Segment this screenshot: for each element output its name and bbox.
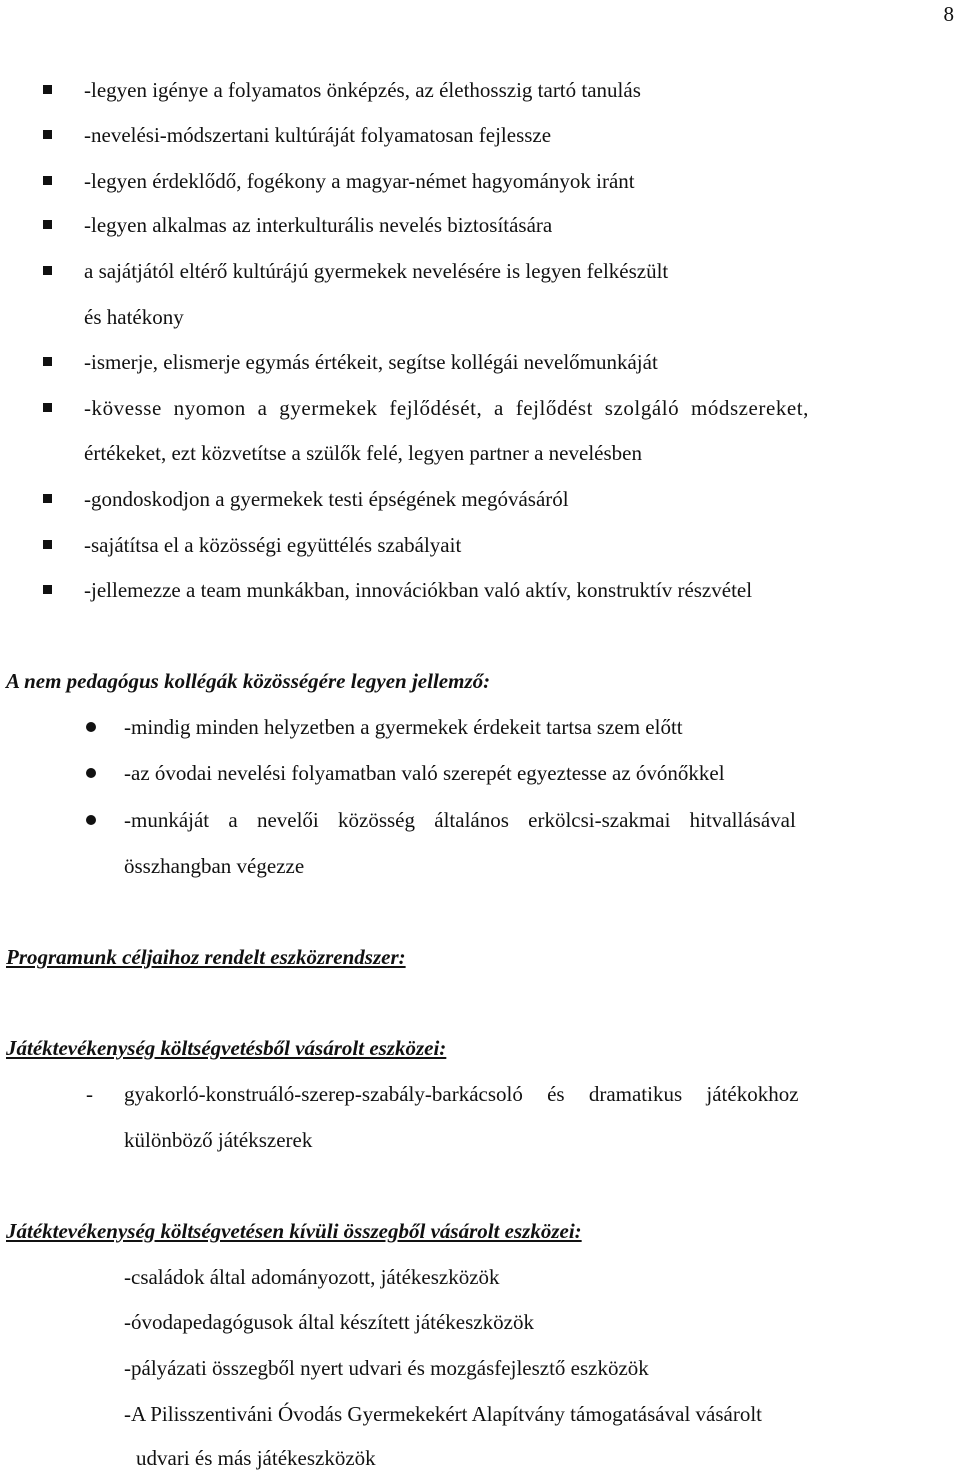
dash-marker: - [86, 1082, 93, 1106]
square-bullet-icon [43, 176, 52, 185]
list-item: -óvodapedagógusok által készített játékeszközök [124, 1310, 534, 1334]
square-bullet-icon [43, 540, 52, 549]
list-item: -legyen igénye a folyamatos önképzés, az élethosszig tartó tanulás [84, 78, 641, 102]
list-item-continuation: udvari és más játékeszközök [136, 1446, 376, 1470]
square-bullet-icon [43, 585, 52, 594]
list-item: -mindig minden helyzetben a gyermekek érdekeit tartsa szem előtt [124, 715, 683, 739]
list-item: -legyen alkalmas az interkulturális nevelés biztosítására [84, 213, 553, 237]
square-bullet-icon [43, 357, 52, 366]
round-bullet-icon [86, 768, 96, 778]
square-bullet-icon [43, 130, 52, 139]
list-item-continuation: és hatékony [84, 305, 184, 329]
section-heading: Programunk céljaihoz rendelt eszközrendszer: [6, 945, 406, 969]
list-item: -az óvodai nevelési folyamatban való szerepét egyeztesse az óvónőkkel [124, 761, 725, 785]
section-heading: A nem pedagógus kollégák közösségére legyen jellemző: [6, 669, 491, 693]
list-item: -ismerje, elismerje egymás értékeit, segítse kollégái nevelőmunkáját [84, 350, 658, 374]
list-item: -nevelési-módszertani kultúráját folyamatosan fejlessze [84, 123, 552, 147]
list-item: -munkáját a nevelői közösség általános erkölcsi-szakmai hitvallásával [124, 808, 796, 832]
square-bullet-icon [43, 494, 52, 503]
square-bullet-icon [43, 85, 52, 94]
list-item-continuation: értékeket, ezt közvetítse a szülők felé, legyen partner a nevelésben [84, 441, 642, 465]
list-item: -jellemezze a team munkákban, innovációkban való aktív, konstruktív részvétel [84, 578, 753, 602]
list-item: -gondoskodjon a gyermekek testi épségének megóvásáról [84, 487, 569, 511]
square-bullet-icon [43, 266, 52, 275]
list-item: -családok által adományozott, játékeszközök [124, 1265, 500, 1289]
page-number: 8 [943, 2, 954, 26]
list-item: -legyen érdeklődő, fogékony a magyar-német hagyományok iránt [84, 169, 635, 193]
list-item-continuation: különböző játékszerek [124, 1128, 313, 1152]
round-bullet-icon [86, 722, 96, 732]
list-item: a sajátjától eltérő kultúrájú gyermekek nevelésére is legyen felkészült [84, 259, 669, 283]
section-heading: Játéktevékenység költségvetésből vásárolt eszközei: [6, 1036, 447, 1060]
list-item: -pályázati összegből nyert udvari és mozgásfejlesztő eszközök [124, 1356, 649, 1380]
list-item: -sajátítsa el a közösségi együttélés szabályait [84, 533, 462, 557]
square-bullet-icon [43, 403, 52, 412]
square-bullet-icon [43, 220, 52, 229]
round-bullet-icon [86, 815, 96, 825]
list-item-continuation: összhangban végezze [124, 854, 305, 878]
list-item: gyakorló-konstruáló-szerep-szabály-barkácsoló és dramatikus játékokhoz [124, 1082, 799, 1106]
list-item-text: -kövesse nyomon a gyermekek fejlődését, a fejlődést szolgáló módszereket, [84, 396, 809, 420]
list-item [84, 394, 956, 422]
section-heading: Játéktevékenység költségvetésen kívüli összegből vásárolt eszközei: [6, 1219, 582, 1243]
list-item: -A Pilisszentiváni Óvodás Gyermekekért Alapítvány támogatásával vásárolt [124, 1402, 762, 1426]
